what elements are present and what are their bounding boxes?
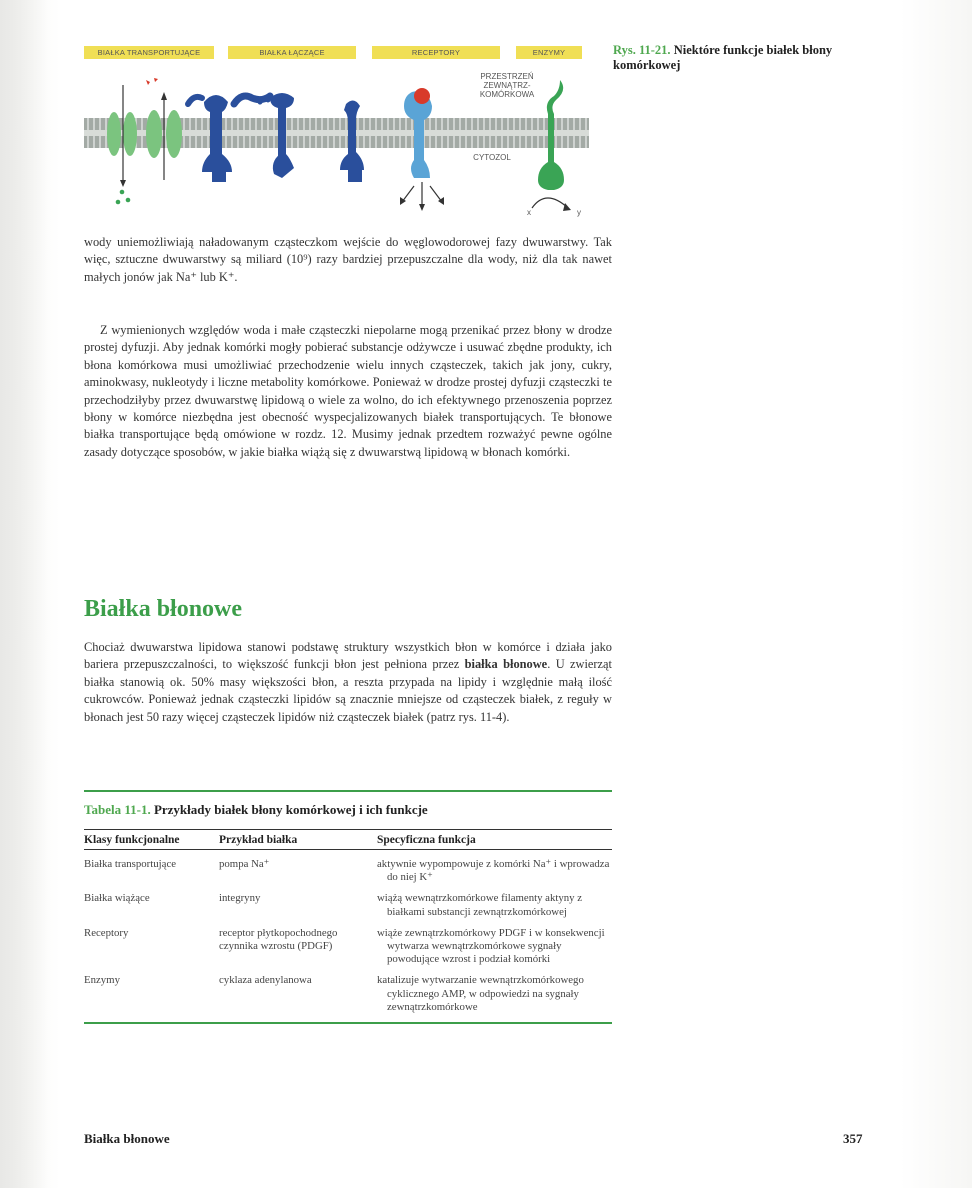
- figure-label-extracellular: [472, 72, 542, 99]
- paragraph-3-bold-term: białka błonowe: [464, 657, 548, 672]
- table-row: [84, 927, 612, 967]
- table-cell-function-text: katalizuje wytwarzanie wewnątrzkomórkowego cyklicznego AMP, w odpowiedzi na sygnały zewnątrzkomórkowe: [377, 974, 584, 1013]
- table-number: Tabela 11-1.: [84, 802, 151, 817]
- figure-label-x: x: [527, 208, 531, 217]
- table-cell-class: Białka wiążące: [84, 892, 150, 905]
- table-header-row: [84, 830, 612, 849]
- table-cell-example: receptor płytkopochodnego czynnika wzrostu (PDGF): [219, 926, 338, 953]
- figure-label-extracellular-line3: KOMÓRKOWA: [479, 90, 535, 99]
- figure-label-extracellular-line1: PRZESTRZEŃ: [480, 72, 534, 81]
- table-header-rule-bottom: [84, 849, 612, 850]
- table-cell-class: Enzymy: [84, 974, 120, 987]
- figure-caption: [613, 43, 878, 73]
- paragraph-3: [84, 639, 612, 726]
- figure-caption-text: Niektóre funkcje białek błony komórkowej: [613, 43, 833, 72]
- table-bottom-rule: [84, 1022, 612, 1024]
- table-row: [84, 892, 612, 918]
- table-11-1: [84, 790, 612, 1024]
- table-header-class: Klasy funkcjonalne: [84, 834, 180, 846]
- table-cell-function-text: wiąże zewnątrzkomórkowy PDGF i w konsekwencji wytwarza wewnątrzkomórkowe sygnały powodujące wzrost i podział komórki: [377, 926, 605, 966]
- paragraph-3-part-a: Chociaż dwuwarstwa lipidowa stanowi podstawę struktury wszystkich błon w komórce i działa jako bariera przepuszczalności, to większość funkcji błon jest pełniona przez: [84, 640, 612, 672]
- figure-tab-transport: BIAŁKA TRANSPORTUJĄCE: [84, 46, 214, 59]
- figure-label-extracellular-line2: ZEWNĄTRZ-: [483, 81, 531, 90]
- table-cell-function: [377, 858, 612, 884]
- page-number: 357: [843, 1131, 863, 1146]
- figure-tab-receptors: RECEPTORY: [372, 46, 500, 59]
- figure-tab-enzymes: ENZYMY: [516, 46, 582, 59]
- table-row: [84, 974, 612, 1014]
- membrane-diagram: [84, 40, 604, 225]
- page-gutter-shadow: [0, 0, 48, 1188]
- figure-label-y: y: [577, 208, 581, 217]
- table-cell-function-text: aktywnie wypompowuje z komórki Na⁺ i wprowadza do niej K⁺: [377, 858, 610, 884]
- paragraph-1: wody uniemożliwiają naładowanym cząsteczkom wejście do węglowodorowej fazy dwuwarstwy. Tak więc, sztuczne dwuwarstwy są miliard (10⁹) razy bardziej przepuszczalne dla wody, niż dla tak nawet małych jonów jak Na⁺ lub K⁺.: [84, 235, 612, 284]
- table-row: [84, 858, 612, 884]
- table-cell-function: [377, 927, 612, 967]
- table-header-example: Przykład białka: [219, 834, 298, 846]
- table-cell-class: Białka transportujące: [84, 858, 177, 870]
- table-cell-function-text: wiążą wewnątrzkomórkowe filamenty aktyny z białkami substancji zewnątrzkomórkowej: [377, 892, 583, 918]
- running-footer-section: Białka błonowe: [84, 1131, 170, 1146]
- paragraph-2: [84, 322, 612, 461]
- table-cell-function: [377, 974, 612, 1014]
- paragraph-3-part-b: . U zwierząt białka stanowią ok. 50% masy większości błon, a reszta przypada na lipidy i względnie małą ilość cukrowców. Ponieważ jednak cząsteczki lipidów są znacznie mniejsze od cząsteczek białek, z reguły w błonach jest 50 razy więcej cząsteczek lipidów niż cząsteczek białek (patrz rys. 11-4).: [84, 657, 613, 724]
- table-top-rule: [84, 790, 612, 792]
- figure-label-cytosol: CYTOZOL: [473, 153, 511, 162]
- table-cell-example: cyklaza adenylanowa: [219, 974, 312, 987]
- table-header-function: Specyficzna funkcja: [377, 834, 476, 846]
- section-heading: Białka błonowe: [84, 596, 243, 622]
- figure-caption-number: Rys. 11-21.: [613, 43, 671, 57]
- table-cell-example: integryny: [219, 892, 261, 905]
- table-cell-function: [377, 892, 612, 918]
- ligand-signal-molecule: [414, 88, 430, 104]
- paragraph-2-text: Z wymienionych względów woda i małe cząsteczki niepolarne mogą przenikać przez błony w drodze prostej dyfuzji. Aby jednak komórki mogły pobierać substancje odżywcze i usuwać zbędne produkty, ich błona komórkowa musi umożliwiać przechodzenie wielu innych cząsteczek, takich jak jony, cukry, aminokwasy, nukleotydy i liczne metabolity komórkowe. Ponieważ w drodze prostej dyfuzji cząsteczki te przechodziłyby przez dwuwarstwę lipidową o wiele za wolno, do ich efektywnego przenoszenia poprzez błony w komórce niezbędna jest obecność wyspecjalizowanych białek transportujących. Te błonowe białka transportujące będą omówione w rozdz. 12. Musimy jednak przedtem rozważyć pewne ogólne zasady dotyczące sposobów, w jakie białka wiążą się z dwuwarstwą lipidową w błonach komórki.: [84, 323, 612, 459]
- table-cell-class: Receptory: [84, 926, 129, 939]
- table-title: [84, 802, 612, 818]
- membrane-proteins-figure: [84, 40, 604, 225]
- table-title-text: Przykłady białek błony komórkowej i ich funkcje: [153, 802, 428, 817]
- figure-tab-linker: BIAŁKA ŁĄCZĄCE: [228, 46, 356, 59]
- table-cell-example: pompa Na⁺: [219, 858, 270, 870]
- receptor-protein: [400, 88, 444, 211]
